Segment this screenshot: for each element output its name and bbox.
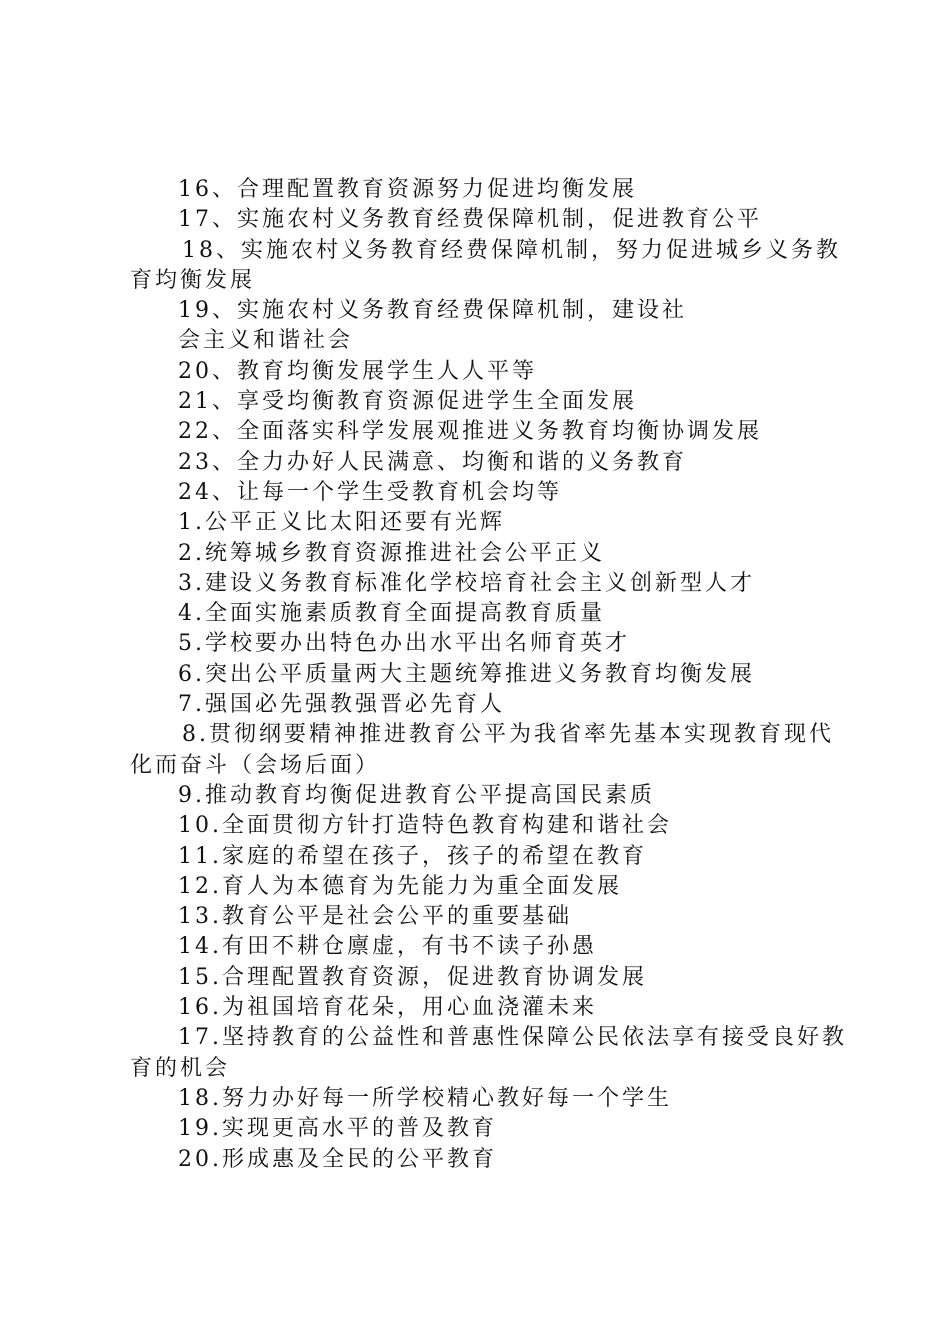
paragraph: 11.家庭的希望在孩子，孩子的希望在教育 (178, 843, 647, 869)
paragraph: 16.为祖国培育花朵，用心血浇灌未来 (178, 995, 597, 1021)
paragraph: 14.有田不耕仓廪虚，有书不读子孙愚 (178, 934, 597, 960)
paragraph: 5.学校要办出特色办出水平出名师育英才 (178, 631, 630, 657)
paragraph: 7.强国必先强教强晋必先育人 (178, 692, 505, 718)
paragraph: 20、教育均衡发展学生人人平等 (178, 358, 537, 384)
paragraph: 22、全面落实科学发展观推进义务教育均衡协调发展 (178, 419, 762, 445)
paragraph: 23、全力办好人民满意、均衡和谐的义务教育 (178, 449, 687, 475)
paragraph: 8.贯彻纲要精神推进教育公平为我省率先基本实现教育现代化而奋斗（会场后面） (130, 722, 834, 778)
paragraph: 10.全面贯彻方针打造特色教育构建和谐社会 (178, 813, 672, 839)
paragraph: 21、享受均衡教育资源促进学生全面发展 (178, 389, 637, 415)
paragraph: 18.努力办好每一所学校精心教好每一个学生 (178, 1085, 672, 1111)
paragraph: 18、实施农村义务教育经费保障机制，努力促进城乡义务教育均衡发展 (130, 237, 841, 293)
paragraph: 24、让每一个学生受教育机会均等 (178, 479, 562, 505)
paragraph: 20.形成惠及全民的公平教育 (178, 1146, 497, 1172)
paragraph: 9.推动教育均衡促进教育公平提高国民素质 (178, 782, 655, 808)
paragraph: 19.实现更高水平的普及教育 (178, 1116, 497, 1142)
paragraph: 12.育人为本德育为先能力为重全面发展 (178, 873, 622, 899)
paragraph: 4.全面实施素质教育全面提高教育质量 (178, 601, 605, 627)
paragraph: 会主义和谐社会 (178, 328, 354, 354)
paragraph: 6.突出公平质量两大主题统筹推进义务教育均衡发展 (178, 661, 755, 687)
paragraph: 3.建设义务教育标准化学校培育社会主义创新型人才 (178, 570, 755, 596)
paragraph: 17、实施农村义务教育经费保障机制，促进教育公平 (178, 207, 762, 233)
paragraph: 19、实施农村义务教育经费保障机制，建设社 (178, 298, 687, 324)
document-body (130, 175, 850, 1175)
paragraph: 15.合理配置教育资源，促进教育协调发展 (178, 964, 647, 990)
paragraph: 17.坚持教育的公益性和普惠性保障公民依法享有接受良好教育的机会 (130, 1025, 847, 1081)
paragraph: 16、合理配置教育资源努力促进均衡发展 (178, 177, 637, 202)
paragraph: 2.统筹城乡教育资源推进社会公平正义 (178, 540, 605, 566)
paragraph: 1.公平正义比太阳还要有光辉 (178, 510, 505, 536)
paragraph: 13.教育公平是社会公平的重要基础 (178, 904, 572, 930)
